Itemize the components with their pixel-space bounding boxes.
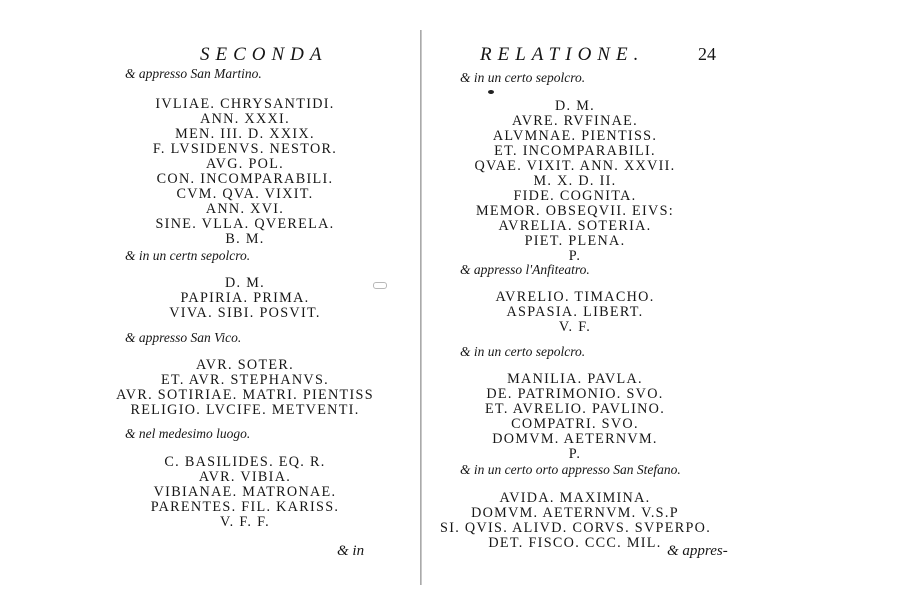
book-gutter (420, 30, 422, 585)
running-head-left: SECONDA (200, 44, 328, 65)
inscription-block (105, 276, 385, 321)
inscription-line: QVAE. VIXIT. ANN. XXVII. (474, 158, 676, 174)
inscription-line: V. F. (558, 319, 592, 335)
inscription-line: DE. PATRIMONIO. SVO. (486, 386, 664, 402)
left-page (105, 0, 405, 600)
right-page (440, 0, 730, 600)
inscription-line: ASPASIA. LIBERT. (506, 304, 644, 320)
inscription-line: M. X. D. II. (533, 173, 617, 189)
inscription-block (440, 290, 710, 335)
inscription-line: P. (568, 248, 582, 264)
faint-ink-mark (373, 282, 387, 289)
inscription-line: ANN. XXXI. (200, 111, 290, 127)
inscription-line: C. BASILIDES. EQ. R. (164, 454, 326, 470)
inscription-line: VIVA. SIBI. POSVIT. (169, 305, 321, 321)
inscription-line: PARENTES. FIL. KARISS. (150, 499, 340, 515)
inscription-line: DET. FISCO. CCC. MIL. (488, 535, 662, 551)
inscription-block (105, 455, 385, 530)
inscription-line: DOMVM. AETERNVM. (492, 431, 658, 447)
inscription-block (105, 97, 385, 247)
inscription-line: AVR. SOTER. (196, 357, 294, 373)
section-heading: & appresso l'Anfiteatro. (460, 262, 590, 277)
page-number: 24 (698, 44, 716, 64)
inscription-line: AVG. POL. (205, 156, 285, 172)
inscription-line: PIET. PLENA. (524, 233, 626, 249)
inscription-line: VIBIANAE. MATRONAE. (153, 484, 337, 500)
inscription-line: ANN. XVI. (205, 201, 285, 217)
catchword-left: & in (337, 543, 365, 559)
inscription-line: D. M. (224, 275, 265, 291)
inscription-block (440, 99, 710, 264)
inscription-line: SINE. VLLA. QVERELA. (155, 216, 335, 232)
inscription-line: ET. INCOMPARABILI. (494, 143, 656, 159)
inscription-line: CVM. QVA. VIXIT. (176, 186, 314, 202)
section-heading: & in un certo sepolcro. (460, 70, 586, 85)
section-heading: & appresso San Vico. (125, 330, 242, 345)
inscription-line: V. F. F. (219, 514, 271, 530)
section-heading: & nel medesimo luogo. (125, 426, 251, 441)
inscription-block (440, 372, 710, 462)
inscription-line: ET. AVR. STEPHANVS. (160, 372, 330, 388)
inscription-line: AVR. SOTIRIAE. MATRI. PIENTISS (116, 387, 374, 403)
inscription-line: ET. AVRELIO. PAVLINO. (484, 401, 666, 417)
inscription-line: COMPATRI. SVO. (511, 416, 639, 432)
inscription-line: RELIGIO. LVCIFE. METVENTI. (130, 402, 360, 418)
section-heading: & in un certo sepolcro. (460, 344, 586, 359)
inscription-line: PAPIRIA. PRIMA. (180, 290, 310, 306)
section-heading: & in un certn sepolcro. (125, 248, 251, 263)
inscription-line: CON. INCOMPARABILI. (156, 171, 334, 187)
catchword-right: & appres- (667, 543, 728, 559)
inscription-line: AVRELIA. SOTERIA. (498, 218, 652, 234)
section-heading: & appresso San Martino. (125, 66, 262, 81)
inscription-line: MEMOR. OBSEQVII. EIVS: (475, 203, 675, 219)
inscription-line: DOMVM. AETERNVM. V.S.P (471, 505, 679, 521)
inscription-line: D. M. (554, 98, 595, 114)
inscription-line: IVLIAE. CHRYSANTIDI. (155, 96, 335, 112)
inscription-line: AVR. VIBIA. (198, 469, 292, 485)
inscription-line: ALVMNAE. PIENTISS. (492, 128, 658, 144)
inscription-line: AVIDA. MAXIMINA. (499, 490, 651, 506)
inscription-line: SI. QVIS. ALIVD. CORVS. SVPERPO. (440, 520, 712, 536)
inscription-line: B. M. (225, 231, 265, 247)
inscription-line: FIDE. COGNITA. (513, 188, 637, 204)
inscription-block (105, 358, 385, 418)
inscription-line: AVRELIO. TIMACHO. (495, 289, 655, 305)
running-head-right: RELATIONE. (480, 44, 645, 65)
inscription-block (440, 491, 710, 551)
inscription-line: MANILIA. PAVLA. (507, 371, 643, 387)
inscription-line: MEN. III. D. XXIX. (175, 126, 315, 142)
inscription-line: F. LVSIDENVS. NESTOR. (152, 141, 338, 157)
inscription-line: AVRE. RVFINAE. (512, 113, 638, 129)
section-heading: & in un certo orto appresso San Stefano. (460, 462, 681, 477)
inscription-line: P. (568, 446, 582, 462)
